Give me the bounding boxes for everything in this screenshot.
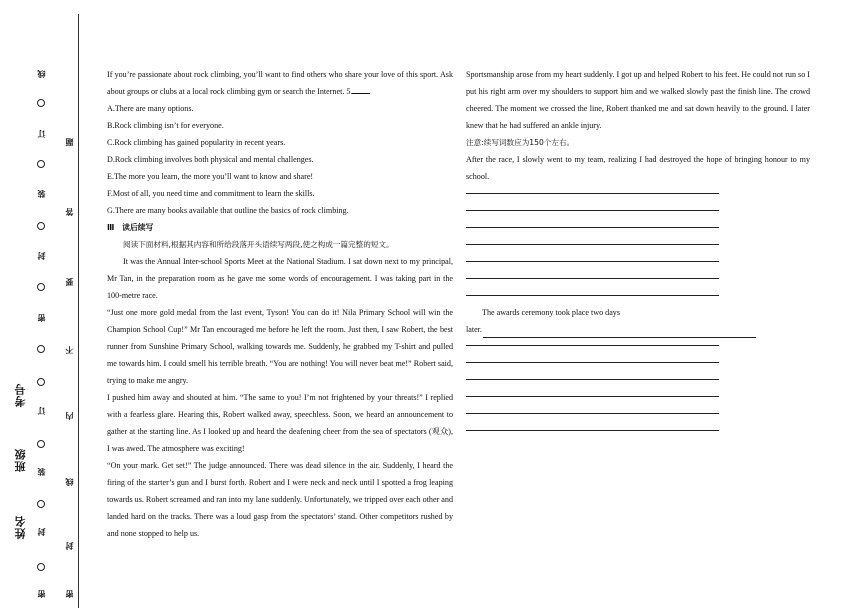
binding-char: 装 xyxy=(37,468,46,476)
binding-char: 题 xyxy=(65,138,74,146)
right-column xyxy=(466,66,810,185)
section-instruction: 阅读下面材料,根据其内容和所给段落开头语续写两段,使之构成一篇完整的短文。 xyxy=(123,240,394,249)
option-f: F.Most of all, you need time and commitment to learn the skills. xyxy=(107,189,315,198)
option-e: E.The more you learn, the more you’ll want to know and share! xyxy=(107,172,314,181)
prompt-2-line: later. xyxy=(466,321,756,338)
binding-hole xyxy=(37,283,45,291)
writing-line xyxy=(466,345,719,346)
exam-number-field-label: 考号 xyxy=(14,383,27,407)
binding-char: 密 xyxy=(37,314,46,322)
writing-line[interactable] xyxy=(483,327,756,338)
option-g: G.There are many books available that outline the basics of rock climbing. xyxy=(107,206,349,215)
binding-hole xyxy=(37,378,45,386)
binding-hole xyxy=(37,500,45,508)
writing-line xyxy=(466,379,719,380)
continuation-prompt-1: After the race, I slowly went to my team, realizing I had destroyed the hope of bringing honour to my school. xyxy=(466,155,810,181)
binding-char: 订 xyxy=(37,407,46,415)
binding-char: 不 xyxy=(65,346,74,354)
story-paragraph: Sportsmanship arose from my heart suddenly. I got up and helped Robert to his feet. He could not run so I put his right arm over my shoulders to support him and we walked slowly past the finish line. The crowd cheered. The moment we crossed the line, Robert thanked me and sat down heavily to the ground. I later knew that he had suffered an ankle injury. xyxy=(466,70,810,130)
binding-hole xyxy=(37,160,45,168)
story-paragraph: “Just one more gold medal from the last event, Tyson! You can do it! Nila Primary School will win the Champion School Cup!” Mr Tan encouraged me before he left the room. Just then, I saw Robert, the best runner from Sunshine Primary School, walking towards me. Suddenly, he grabbed my T-shirt and pulled me towards him. I could smell his terrible breath. “You are nothing! You will never beat me!” Robert said, trying to make me angry. xyxy=(107,308,453,385)
story-paragraph: I pushed him away and shouted at him. “The same to you! I’m not frightened by your threats!” I replied with a fearless glare. Hearing this, Robert walked away, speechless. Soon, we heard an announcement to gather at the starting line. As I looked up and heard the deafening cheer from the sea of spectators (观众), I was awed. The atmosphere was exciting! xyxy=(107,393,453,453)
writing-line xyxy=(466,278,719,279)
binding-hole xyxy=(37,222,45,230)
binding-char: 密 xyxy=(65,590,74,598)
name-field-label: 姓名 xyxy=(14,515,27,539)
writing-line xyxy=(466,210,719,211)
class-field-label: 班级 xyxy=(14,448,27,472)
word-count-note: 注意:续写词数应为150个左右。 xyxy=(466,138,575,147)
writing-line xyxy=(466,261,719,262)
writing-line xyxy=(466,295,719,296)
binding-hole xyxy=(37,563,45,571)
binding-hole xyxy=(37,99,45,107)
writing-line xyxy=(466,413,719,414)
binding-char: 装 xyxy=(37,190,46,198)
option-c: C.Rock climbing has gained popularity in recent years. xyxy=(107,138,286,147)
option-d: D.Rock climbing involves both physical and mental challenges. xyxy=(107,155,314,164)
story-paragraph: It was the Annual Inter-school Sports Meet at the National Stadium. I sat down next to my principal, Mr Tan, in the preparation room as he gave me some words of encouragement. I was taking part in the 100-metre race. xyxy=(107,257,453,300)
binding-char: 封 xyxy=(37,252,46,260)
binding-char: 内 xyxy=(65,412,74,420)
writing-line xyxy=(466,396,719,397)
writing-line xyxy=(466,430,719,431)
answer-blank[interactable] xyxy=(352,84,370,94)
prompt-2-text: The awards ceremony took place two days xyxy=(482,308,620,317)
passage-intro: If you’re passionate about rock climbing, you’ll want to find others who share your love of this sport. Ask about groups or clubs at a local rock climbing gym or search the Internet. 5. xyxy=(107,70,453,96)
answer-area-2[interactable] xyxy=(466,345,719,431)
binding-hole xyxy=(37,440,45,448)
continuation-prompt-2 xyxy=(466,304,756,338)
writing-line xyxy=(466,362,719,363)
section-heading: Ⅲ 读后续写 xyxy=(107,223,154,232)
left-column xyxy=(107,66,453,542)
binding-char: 线 xyxy=(37,70,46,78)
option-b: B.Rock climbing isn’t for everyone. xyxy=(107,121,224,130)
binding-char: 封 xyxy=(65,542,74,550)
binding-char: 密 xyxy=(37,590,46,598)
writing-line xyxy=(466,244,719,245)
binding-char: 订 xyxy=(37,130,46,138)
binding-hole xyxy=(37,345,45,353)
story-paragraph: “On your mark. Get set!” The judge announced. There was dead silence in the air. Suddenly, I heard the firing of the starter’s gun and I burst forth. Robert and I were neck and neck until I spotted a frog leaping towards us. Robert screamed and ran into my lane suddenly. Unfortunately, we tripped over each other and landed hard on the tracks. There was a loud gasp from the spectators’ stand. Other competitors rushed by and none stopped to help us. xyxy=(107,461,453,538)
writing-line xyxy=(466,227,719,228)
answer-area-1[interactable] xyxy=(466,193,719,296)
writing-line xyxy=(466,193,719,194)
option-a: A.There are many options. xyxy=(107,104,194,113)
binding-line xyxy=(78,14,79,608)
binding-char: 要 xyxy=(65,278,74,286)
binding-char: 线 xyxy=(65,478,74,486)
binding-char: 封 xyxy=(37,528,46,536)
binding-char: 答 xyxy=(65,208,74,216)
